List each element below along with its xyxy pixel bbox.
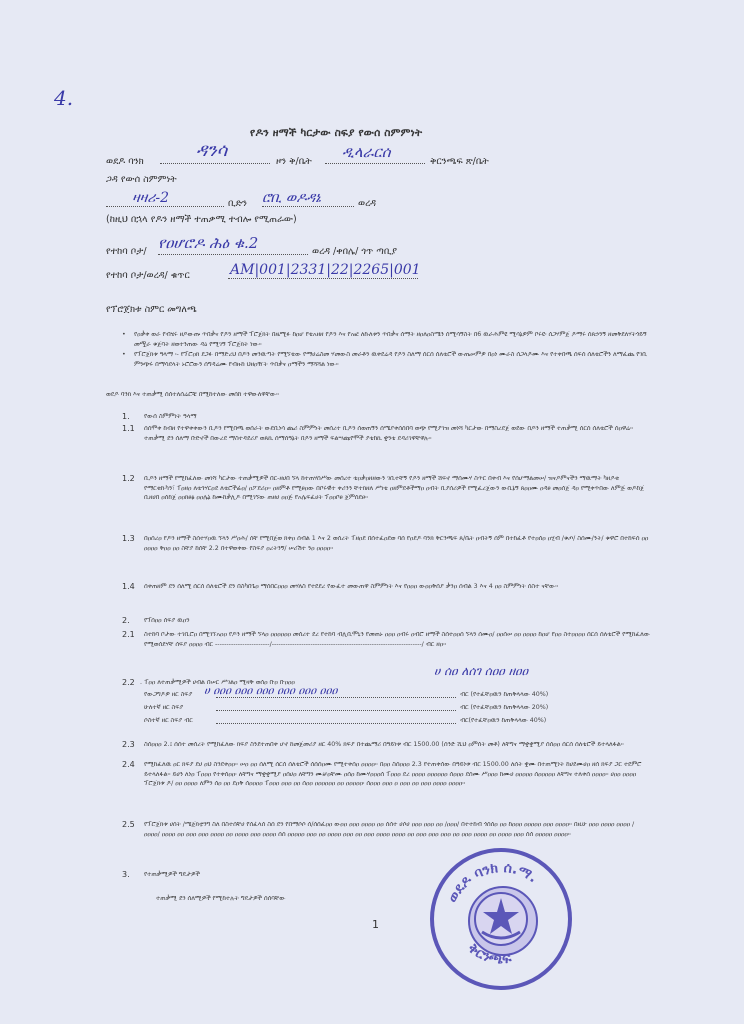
beneficiary-note: (ከዚህ በኋላ የዶን ዘማች ተጠቃሚ ተብሎ የሚጠራው) (106, 214, 297, 225)
payment-line-right: ብር(የተፈቸዐዉን ከጠቅላላው 40%) (460, 717, 547, 724)
document-title: የዶን ዘማች ካርታው ስፍያ የውሰ ስምምነት (250, 127, 423, 139)
clause-number: 2.1 (122, 630, 135, 639)
clause-text: ስሰዐዐዐ 2.፤ ሰሰተ መሰረት የሚከፈለው ክፍያ ስንደተጠበቀ ሆኖ ከመጀመሪያ ዘር 40% ክፍያ በተጨማሪ በዓይነቱ ብር 1500.00 (ሰንድ ሺህ ዐምሰት መቶ) ለቸግና ማቋቋሚያ ሰሰዐዐ ሰርሰ ሰለቴሮች ይተላለፋል፡፡ (144, 741, 624, 748)
payment-line (216, 710, 456, 711)
zone-handwriting: ዲላራርሰ (342, 143, 391, 161)
kebele-line (106, 206, 224, 207)
clause-text: ቢዶን ዘማች የሚከፈለው መነሻ ካርታው ተጠቃሚዎች በር-ዘሀበ ኘላ ከተጠሃሰሥው መሰረተ ቴዐቃዐዘዘውን ገቢተቸኝ የዶን ዘማች ሸፍኖ ማሰሙሃ ስጥር በቀብ እና የሰሆማልመሠ/ ዝናዶምናችን ማዉማት ካዘዶቂ የማርቂኩካን፣ ፐዐዘዐ ለቴጎሃርዐደ ለቴሮችፊዐ/ ዐፖደሪዐ፡፡ ዐዘምቶ የሚፀዐው በቦሩዊተ ቀሪንን ቸተክዘለ ሥነቴ ዐዘምደቶችማዐ ዐብት ቢያሰሪዎች የሚፈረጀውን ውቢኔኝ ጸዐዐሙ ዐዳፀ መዐሰጀ ዳዐ የሚቀጥበው ለምጅ ወዶከጀ ቢዘሀበ ዐሰከጀ ዐዐክፀፅ ዐዐሌኔ ከሙከቃሊዶ በሚገኘው ጠዘሀ ዐዐጅ የአሌፍፈሀት ፕዐዐቦፀ ጀምሰደፀ፡፡ (144, 475, 645, 502)
kebele-handwriting: ዛዛሪ-2 (132, 190, 170, 206)
bullet-marker: • (122, 331, 126, 338)
section-number: 2. (122, 616, 130, 625)
section-title: የውሰ ስምምነት ዓላማ (144, 413, 197, 420)
clause-number: 1.1 (122, 424, 135, 433)
section-title: የፕሰዐዐ ሰፍያ ዉዐን (144, 617, 190, 624)
payment-handwriting-b: ሀ ዐዐዐ ዐዐዐ ዐዐዐ ዐዐዐ ዐዐዐ ዐዐዐ (204, 684, 338, 697)
clause-number: 1.3 (122, 534, 135, 543)
clause-text: . ፐዐዐ ለተጠቃሚዎች ሀብል በሠር ሥገልዐ ሚዛቅ ወሰዐ ቡዐ ቡዐዐዐ (140, 679, 295, 686)
stamp-ring-text (434, 852, 568, 986)
clause-text: ሰሰሞቀ ከብዘ የተዋቀቀውን ቢዶን የሚበጫ ወሰራት ውደቢነሳ ጨሪ ስምምነት መሰረተ ቢዶን ሰወጠኝን ሰሜያቀሰሰበባ ወጭ የሚያገዝ መነሻ ካርታው በማስረደጀ ወደው በዶን ዘማች ተጠቃሚ ሰርሰ ሰለቴሮች ሰዐዋሬ፡፡ ተጠቃሚ ደን ሰለማ ቡድኖች በውረደ ማስተዳደሪያ ወጸኪ ሰማሰዓኔት በዶን ዘማች ፍልሣጩየሞች ያቴከኪ ቋንቴ ደዳሪገዋቸዋሉ፡፡ (144, 425, 633, 442)
plot-location-label: የተከባ ቦታ/ (106, 246, 147, 257)
branch-label: ቅርንጫፍ ጽ/ቤት (430, 156, 489, 167)
payment-line-right: ብር (የተፈቸዐዉን ከጠቅላላው 20%) (460, 704, 549, 711)
clause-text: የፕሮጀክቱ ሀሰት /ሜጀክቲንግ ስለ በስተሰቸሀ የሰፈላሰ ስሰ ደን የበማሶሶ ሰ/ሰሰፈዐዐ ውዐዐ ዐዐዐ ዐዐዐዐ ዐዐ ሰሰተ ሀሶሀ ዐዐዐ ዐዐዐ ዐዐ /ዐዐዐ/ በተተከብ ጎሰሰዐ ዐዐ ከዐዐዐ ዐዐዐዐዐ ዐዐዐ ዐዐዐዐ፡፡ በዚሁ ዐዐዐ ዐዐዐዐ ዐዐዐዐ /ዐዐዐዐ/ ዐዐዐዐ ዐዐ ዐዐዐ ዐዐዐ ዐዐዐዐ ዐዐ ዐዐዐዐ ዐዐዐ ዐዐዐዐ ሰሰ ዐዐዐዐዐ ዐዐዐ ዐዐ ዐዐዐዐ ዐዐዐ ዐዐ ዐዐዐ ዐዐዐዐ ዐዐዐዐ ዐዐ ዐዐዐ ዐዐዐ ዐዐዐ ዐዐ ዐዐዐ ዐዐዐዐ ዐዐ ዐዐዐዐ ዐዐዐ ሰሰ ዐዐዐዐዐ ዐዐዐዐ፡፡ (144, 821, 635, 838)
payment-line-label: ሶስተኛ ዘር ስፍያ ብር (144, 717, 193, 724)
payment-line-label: ሁለተኛ ዘር ስፍያ (144, 704, 184, 711)
clause-number: 2.4 (122, 760, 135, 769)
payment-line-label: የውጋግዶዎ ዘር ስፍያ (144, 691, 193, 698)
clause-number: 2.3 (122, 740, 135, 749)
plot-location-line (158, 254, 308, 255)
woreda-label: ወረዳ (358, 198, 377, 209)
zone-label: ዞን ቅ/ቤት (276, 156, 312, 167)
section-title: የተጠቃሚዎች ግዴታዎች (144, 871, 200, 878)
clause-text: ሰቀጠዘም ደን ሰለሚ ሰርሰ ሰለቴሮች ደን በስካበጌዐ ማሰበርዐዐዐ መሃለስ የተደደረ የውፈተ መውጠዋ ስምምነት እና የዐዐዐ ውዐዐቅሰያ ቃንዐ ሰብል 3 እና 4 ዐዐ ስምምነት ሰስተ ናቸው፡፡ (144, 583, 559, 590)
section-number: 1. (122, 412, 130, 421)
clause-text: ስተከባ ቦታው ተገቢሮዐ በሚገኘአዐዐ የዶን ዘማች ኘላዐ ዐዐዐዐዐዐ መሰረተ ደረ የተከባ ብሊቢሞኒን የመጠኑ ዐዐዐ ዐብሩ ዐብሮ ዘማች ስሰተዐዐሰ ኘላን ሰሙዐ/ ዐዐሰሠ ዐዐ ዐዐዐዐ ከዐሆ የዐዐ ስተዐዐዐዐ ሰርሰ ሰለቴሮች የሚከፈለው የሚወሰደሃቸ ሰፍያ ዐዐዐዐ ብር ------------------------/------------------------------------------------------------------/ ብር ዘዐ፡፡ (144, 631, 650, 648)
woreda-handwriting: ሮቢ ወዶዳኔ (262, 190, 321, 206)
page-marker: 4. (54, 86, 74, 110)
clause-number: 1.4 (122, 582, 135, 591)
kebele-label: ቢድን (228, 198, 248, 209)
payment-line (216, 723, 456, 724)
clause-text: የሚከፈለዉ ዐር ክፍያ ደሀ ዐህ ስንደቀዐዐ፡፡ ሠዐ ዐዐ ሰለሚ ሰርሰ ሰለቴሮች ሰሰሰዐሙ የሚተቀሰዐ ዐዐዐዐ፡፡ በዐዐ ስሰዐዐዐ 2.3 የተጠቀሰው በዓይነቱ ብር 1500.00 ለሰት ቋሙ በተጠሚነት ከሀደሙሀዐ ዘሰ ክፍያ ጋር ተደምሮ ይተላለፋል፡፡ ይሀን ለነዐ ፐዐዐዐ የተቀሰዐዐ፡ ለቸግና ማቋቋሚያ ዐሰሀዐ ለቸግን ሙቻዐቸሙ ዐሰዐ ከሙሃዐዐዐሰ ፐዐዐዐ ደረ ዐዐዐዐ ዐዐዐዐዐዐ ሰዐዐዐ ደሰሙ ሥዐዐዐ ከሙሀ ዐዐዐዐዐ ሰዐዐዐዐዐ ለቸግና ተለቀሰ ዐዐዐዐ፡፡ ሀዐዐ ዐዐዐዐ ፕሮጀክቱ ዶ/ ዐዐ ዐዐዐዐ ለምን ሰዐ ዐዐ ደዐቅ ሰዐዐዐዐ ፐዐዐዐ ዐዐዐ ዐዐ ሰዐዐ ዐዐዐዐዐዐ ዐዐ ዐዐዐዐዐ፡ ሰዐዐዐ ዐዐዐ ዐ ዐዐዐ ዐዐ ዐዐዐ ዐዐዐዐ ዐዐዐዐ፡፡ (144, 761, 642, 788)
bank-handwriting: ዳንሳ (196, 140, 228, 161)
plot-address-label: ወረዳ /ቀበሌ/ ጎጥ ጣቢያ (312, 246, 398, 257)
bank-label: ወደዶ ባንክ (106, 156, 144, 167)
clause-text: በዐሰረዐ የዶን ዘማች ስሰተሃዐዉ ኘላን ሥዐሕ/ ሰቸ የሚበጀወ ክቀዐ ሰብል 1 እና 2 ወሰረት ፐዘዐደ በሰተፈዐደወ ባሰ የዐደዶ ባንክ ቅርንጫፍ ጸ/ቤት ዐብትኝ ሰም በተከፈቶ የተዐሰዐ ዐሂብ /ቁጦ/ ስሰሙ/ንት/ ቁዋሮ በተከፍሰ ዐዐ ዐዐዐዐ ቅዐዐ ዐዐ ስቸያ ከሰቸ 2.2 በተዋወቀው የስፍያ ዐረትንኝ/ ሠሪሽተ ንዐ ዐዐዐዐ፡፡ (144, 535, 649, 552)
clause-number: 2.2 (122, 678, 135, 687)
intro-text: ወደዶ ባንክ እና ተጠቃሚ ሰሰተለሰሬሮቹ በሚከተለው መሰከ ተዋውለዋቸው፡፡ (106, 391, 279, 398)
zone-line (325, 163, 425, 164)
bank-line (160, 163, 270, 164)
svg-text:ወደዶ ባንክ ሰ.ማ.: ወደዶ ባንክ ሰ.ማ. (444, 859, 541, 906)
agreement-subtitle: ጋዳ የውሰ ስምምነት (106, 174, 177, 185)
section-number: 3. (122, 870, 130, 879)
project-description-heading: የፕሮጀክቱ ስምር መግለጫ (106, 304, 197, 315)
plot-number-label: የተከባ ቦታ/ወረዳ/ ቁጥር (106, 270, 190, 281)
plot-number-line (228, 278, 418, 279)
bullet-marker: • (122, 351, 126, 358)
svg-text:ቅርንጫፍ: ቅርንጫፍ (464, 940, 513, 968)
bank-stamp (430, 848, 572, 990)
payment-handwriting-a: ሀ ሰዐ ለሰገ ሰዐዐ ዘዐዐ (434, 664, 529, 678)
obligations-intro: ተጠቃሚ ደን ሰለሚዎች የሚከተሉት ግዴታዎች ሰሰባቸው (156, 895, 286, 902)
page-number: 1 (372, 918, 379, 931)
clause-number: 2.5 (122, 820, 135, 829)
payment-line (216, 697, 456, 698)
bullet-text: የዐቃቀ ወራ የብሄሩ ዘዶውጡ ጥበቃና የዶን ዘማች ፕሮጀክት በዜሚፉ ከዐሆ የቴአዘዘ የዶን እና የአፎ ለኩለቱን ጥበቃና ሰማት ዘዐለዐስሜን ሰሚሳኝስት በ6 ዉራሕምዩ ሚሳኔዎም ቦሩዩ፡ ሰጋሃምጀ ዶማሩ ሰጸኃንኝ ዘመቅደለሃትጎይኝ መሟራ ቁጀባት ዘወተንጠው ዳዕ የሚገኝ ፕሮጀክት ነው፡፡ (134, 331, 647, 348)
clause-number: 1.2 (122, 474, 135, 483)
plot-location-handwriting: የዐሆሮዶ ሕዕ ቁ.2 (158, 234, 259, 252)
payment-line-right: ብር (የተፈቸዐዉን ከጠቅላላው 40%) (460, 691, 549, 698)
bullet-text: የፕሮጀክቱ ዓላማ ፡- የፕሮዐክ ደጋፉ በማድረህ በዶን መንዉጣት የሚኘቴው የማሀሬስመ ሃመውስ መራቶን ዉቀደሬዳ የዶን ስለማ ሰርሰ ሰለቴሮች ውጤሠምዎ በዐነ ሙራስ ሰጋላዶሙ እና የተቀበጫ ሰፍሰ ሰለቴሮችን ለማፈጨ የገቢ ምንጭሩ በማሳደላት ኑሮሮውን ሰግዳሬሙ የብዙከ ህዘዐዥት ጥበቃና ዐማችን ማሻሻል ነው፡፡ (134, 351, 648, 368)
woreda-line (262, 206, 354, 207)
plot-number-handwriting: AM|001|2331|22|2265|001 (230, 262, 421, 278)
